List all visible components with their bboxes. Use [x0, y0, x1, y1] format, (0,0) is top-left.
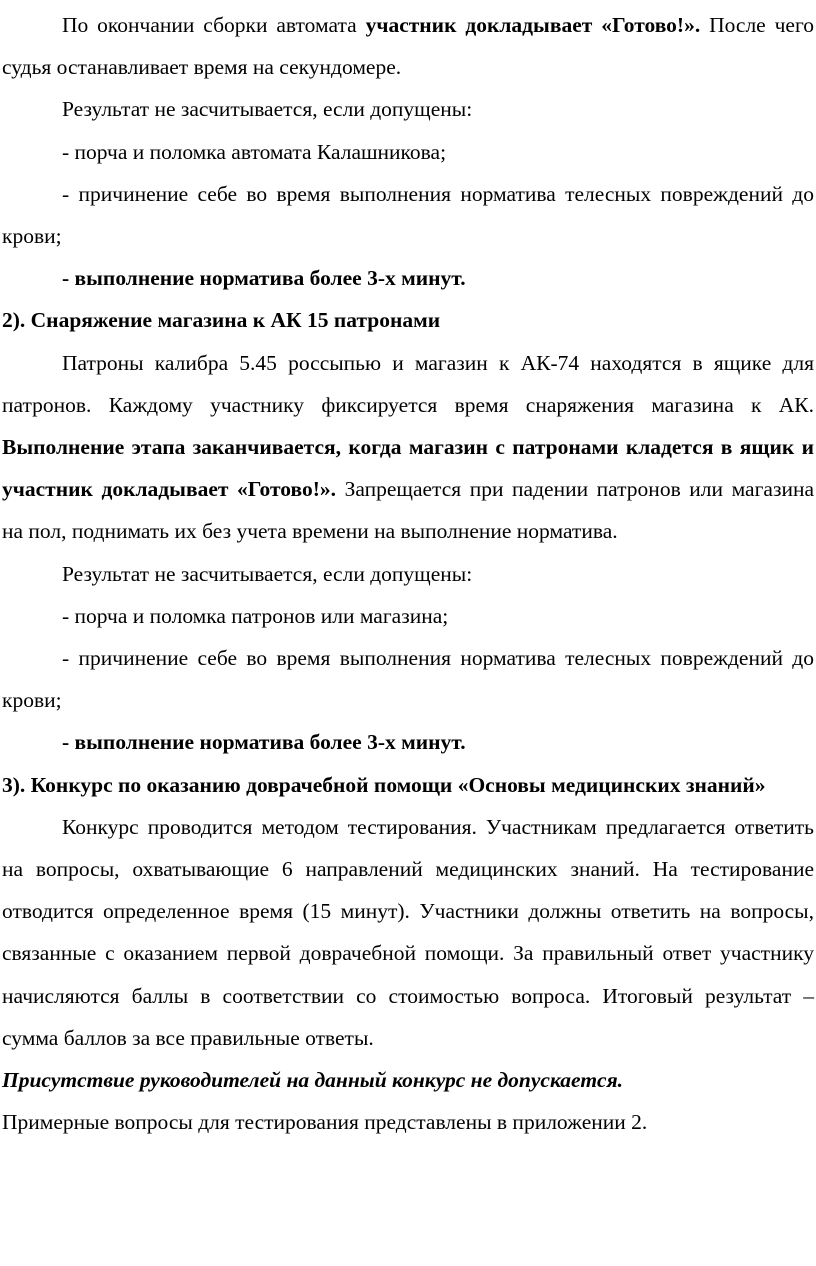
text-run: По окончании сборки автомата [62, 13, 366, 37]
list-item: - причинение себе во время выполнения норматива телесных повреждений до крови; [2, 181, 814, 249]
paragraph-medical-test: Конкурс проводится методом тестирования. Участникам предлагается ответить на вопросы, охватывающие 6 направлений медицинских знаний. На тестирование отводится определенное время (15 минут). Участники должны ответить на вопросы, связанные с оказанием первой доврачебной помощи. За правильный ответ участнику начисляются баллы в соответствии со стоимостью вопроса. Итоговый результат – сумма баллов за все правильные ответы. [2, 814, 814, 1050]
list-item-bold: - выполнение норматива более 3-х минут. [62, 266, 466, 291]
list-item: - порча и поломка патронов или магазина; [62, 603, 449, 628]
bold-text-run: участник докладывает «Готово!». [365, 13, 701, 37]
section-heading: 3). Конкурс по оказанию доврачебной помощи «Основы медицинских знаний» [2, 772, 766, 797]
result-intro: Результат не засчитывается, если допущены: [62, 97, 473, 122]
paragraph-magazine [2, 342, 814, 553]
note-bold-italic: Присутствие руководителей на данный конкурс не допускается. [2, 1068, 624, 1093]
paragraph-assembly-finish [2, 4, 814, 88]
text-run: Запрещается при падении патронов или магазина на пол, поднимать их без учета времени на выполнение норматива. [2, 477, 815, 544]
text-run: Патроны калибра 5.45 россыпью и магазин к АК-74 находятся в ящике для патронов. Каждому участнику фиксируется время снаряжения магазина к АК. [2, 350, 814, 417]
section-heading: 2). Снаряжение магазина к АК 15 патронами [2, 308, 441, 333]
closing-paragraph: Примерные вопросы для тестирования представлены в приложении 2. [2, 1110, 648, 1135]
list-item: - причинение себе во время выполнения норматива телесных повреждений до крови; [2, 646, 814, 713]
text-run: После чего судья останавливает время на секундомере. [2, 13, 815, 80]
result-intro: Результат не засчитывается, если допущены: [62, 561, 473, 586]
bold-text-run: Выполнение этапа заканчивается, когда магазин с патронами кладется в ящик и участник докладывает «Готово!». [2, 435, 814, 502]
list-item: - порча и поломка автомата Калашникова; [62, 139, 447, 164]
list-item-bold: - выполнение норматива более 3-х минут. [62, 730, 466, 755]
